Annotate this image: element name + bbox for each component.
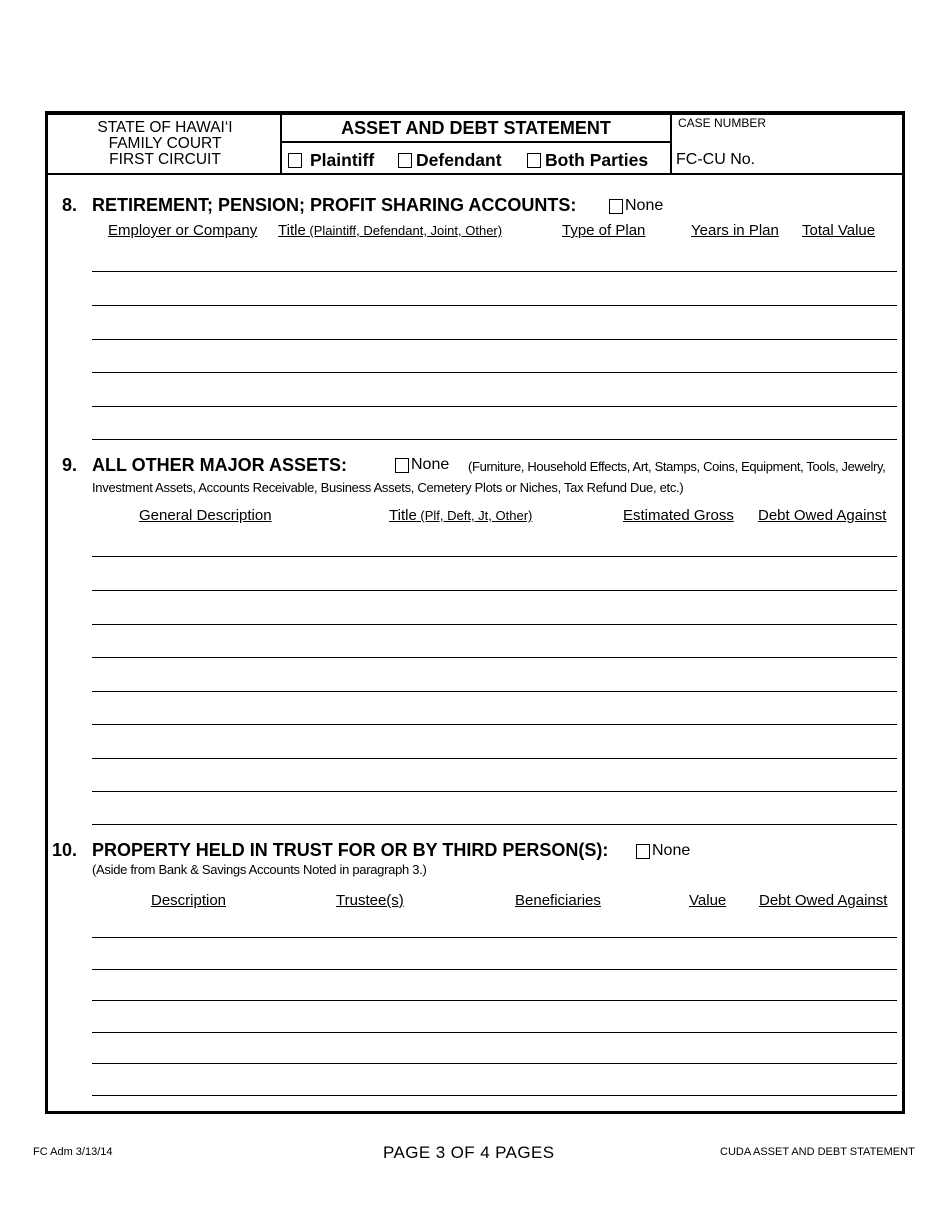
entry-line[interactable] <box>92 1000 897 1001</box>
column-header: Debt Owed Against <box>758 507 887 524</box>
entry-line[interactable] <box>92 590 897 591</box>
none-label: None <box>652 842 691 859</box>
column-header: General Description <box>139 507 272 524</box>
section-10-title: PROPERTY HELD IN TRUST FOR OR BY THIRD PERSON(S): <box>92 840 609 860</box>
entry-line[interactable] <box>92 758 897 759</box>
column-header <box>278 222 502 239</box>
section-9-note-line2: Investment Assets, Accounts Receivable, Business Assets, Cemetery Plots or Niches, Tax Refund Due, etc.) <box>92 480 684 495</box>
column-header-main: Title <box>278 222 306 239</box>
section-9-title: ALL OTHER MAJOR ASSETS: <box>92 455 348 475</box>
court-state: STATE OF HAWAI‘I <box>97 119 233 136</box>
entry-line[interactable] <box>92 372 897 373</box>
entry-line[interactable] <box>92 691 897 692</box>
column-header: Total Value <box>802 222 876 239</box>
section-9-note-line1: (Furniture, Household Effects, Art, Stamps, Coins, Equipment, Tools, Jewelry, <box>468 459 886 474</box>
form-title: ASSET AND DEBT STATEMENT <box>341 118 611 138</box>
column-header-main: Title <box>389 507 417 524</box>
both-parties-label: Both Parties <box>545 150 649 170</box>
section-10-number: 10. <box>52 840 78 860</box>
section-10-note: (Aside from Bank & Savings Accounts Noted in paragraph 3.) <box>92 862 427 877</box>
entry-line[interactable] <box>92 439 897 440</box>
header-divider-right <box>670 114 672 174</box>
column-header: Trustee(s) <box>336 892 404 909</box>
checkbox-icon <box>398 153 412 168</box>
column-header: Employer or Company <box>108 222 258 239</box>
entry-line[interactable] <box>92 791 897 792</box>
entry-line[interactable] <box>92 1095 897 1096</box>
title-underline <box>282 141 670 143</box>
section-10-none-checkbox[interactable] <box>636 842 690 860</box>
column-header: Value <box>689 892 727 909</box>
checkbox-icon <box>636 844 650 859</box>
column-header <box>389 507 532 524</box>
column-header: Estimated Gross <box>623 507 734 524</box>
column-header-sub: (Plf, Deft, Jt, Other) <box>416 508 533 523</box>
entry-line[interactable] <box>92 824 897 825</box>
entry-line[interactable] <box>92 406 897 407</box>
checkbox-icon <box>395 458 409 473</box>
entry-line[interactable] <box>92 937 897 938</box>
entry-line[interactable] <box>92 556 897 557</box>
footer-form-id: FC Adm 3/13/14 <box>33 1146 113 1158</box>
defendant-checkbox[interactable] <box>398 150 502 171</box>
defendant-label: Defendant <box>416 150 502 170</box>
footer-page-count: PAGE 3 OF 4 PAGES <box>383 1143 555 1162</box>
entry-line[interactable] <box>92 969 897 970</box>
column-header: Years in Plan <box>691 222 779 239</box>
header-bottom-rule <box>45 173 905 175</box>
section-8-none-checkbox[interactable] <box>609 197 663 215</box>
section-8-number: 8. <box>62 195 78 215</box>
case-number-label: CASE NUMBER <box>678 116 767 130</box>
form-frame <box>45 111 905 1114</box>
section-9-none-checkbox[interactable] <box>395 456 449 474</box>
entry-line[interactable] <box>92 624 897 625</box>
column-header: Beneficiaries <box>515 892 601 909</box>
plaintiff-checkbox[interactable] <box>288 150 374 171</box>
entry-line[interactable] <box>92 1032 897 1033</box>
entry-line[interactable] <box>92 271 897 272</box>
entry-line[interactable] <box>92 1063 897 1064</box>
court-circuit: FIRST CIRCUIT <box>109 151 221 168</box>
none-label: None <box>411 456 450 473</box>
checkbox-icon <box>609 199 623 214</box>
plaintiff-label: Plaintiff <box>310 150 375 170</box>
entry-line[interactable] <box>92 305 897 306</box>
section-8-title: RETIREMENT; PENSION; PROFIT SHARING ACCOUNTS: <box>92 195 577 215</box>
column-header: Description <box>151 892 227 909</box>
checkbox-icon <box>527 153 541 168</box>
section-9-number: 9. <box>62 455 78 475</box>
court-name: FAMILY COURT <box>108 135 222 152</box>
none-label: None <box>625 197 664 214</box>
column-header-sub: (Plaintiff, Defendant, Joint, Other) <box>305 223 503 238</box>
entry-line[interactable] <box>92 724 897 725</box>
footer-form-name: CUDA ASSET AND DEBT STATEMENT <box>720 1146 915 1158</box>
entry-line[interactable] <box>92 657 897 658</box>
column-header: Debt Owed Against <box>759 892 888 909</box>
column-header: Type of Plan <box>562 222 646 239</box>
case-number-field[interactable]: FC-CU No. <box>676 151 756 168</box>
checkbox-icon <box>288 153 302 168</box>
both-parties-checkbox[interactable] <box>527 150 648 171</box>
entry-line[interactable] <box>92 339 897 340</box>
